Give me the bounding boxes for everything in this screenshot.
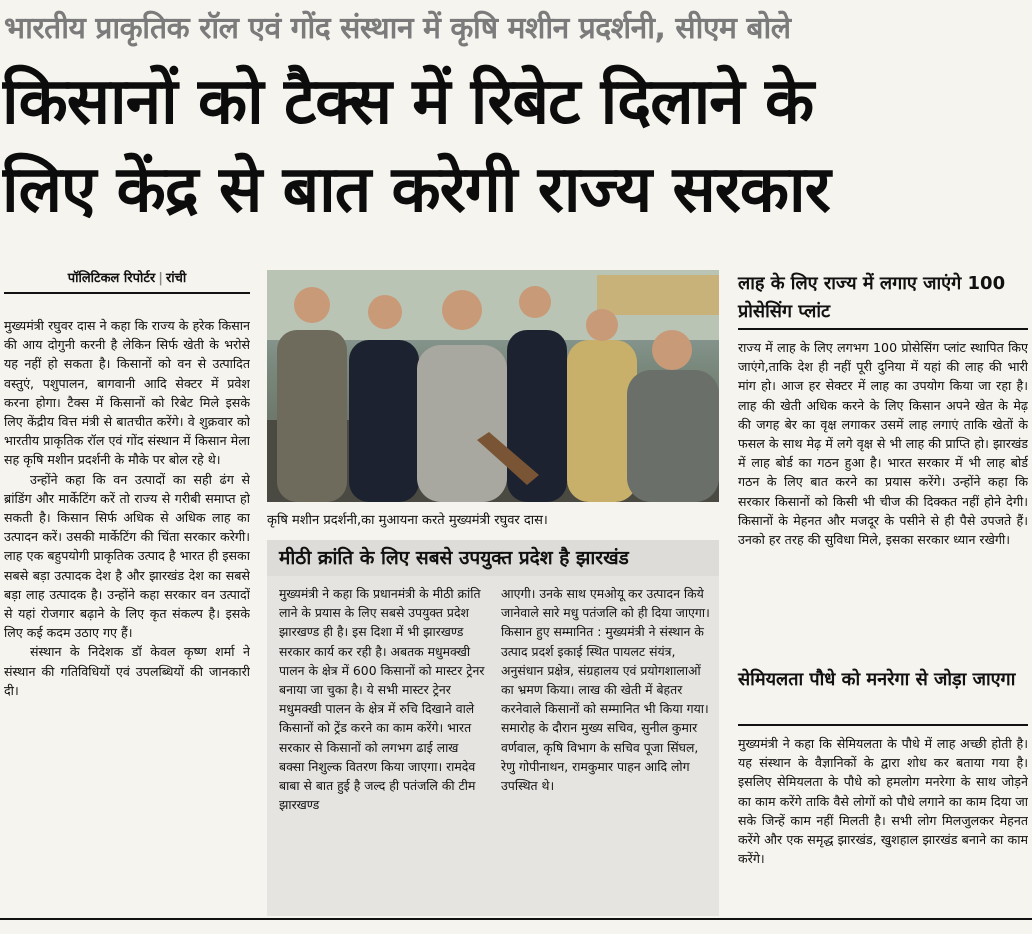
main-story-paragraph-1: मुख्यमंत्री रघुवर दास ने कहा कि राज्य के हरेक किसान की आय दोगुनी करनी है लेकिन सिर्फ खेती के भरोसे यह नहीं हो सकता है। किसानों को वन से उत्पादित वस्तुएं, पशुपालन, बागवानी आदि सेक्टर में प्रवेश करना होगा। टैक्स में किसानों को रिबेट मिले इसके लिए केंद्रीय वित्त मंत्री से बातचीत करेंगे। वे शुक्रवार को भारतीय प्राकृतिक रॉल एवं गोंद संस्थान में किसान मेला सह कृषि मशीन प्रदर्शनी के मौके पर बोल रहे थे। — [4, 318, 250, 468]
side-story-2-body: मुख्यमंत्री ने कहा कि सेमियलता के पौधे में लाह अच्छी होती है। यह संस्थान के वैज्ञानिकों के द्वारा शोध कर बताया गया है। इसलिए सेमियलता के पौधे को हमलोग मनरेगा के साथ जोड़ने का काम करेंगे ताकि वैसे लोगों को पौधे लगाने का काम दिया जा सके जिन्हें काम नहीं मिलती है। सभी लोग मिलजुलकर मेहनत करेंगे और एक समृद्ध झारखंड, खुशहाल झारखंड बनाने का काम करेंगे। — [738, 736, 1028, 867]
reporter-name: पॉलिटिकल रिपोर्टर — [67, 271, 156, 286]
main-headline — [2, 58, 1028, 234]
news-photo — [267, 270, 719, 502]
byline: पॉलिटिकल रिपोर्टर | रांची — [67, 271, 187, 286]
dateline-place: रांची — [165, 271, 187, 286]
headline-line-2: लिए केंद्र से बात करेगी राज्य सरकार — [2, 153, 830, 227]
box-column-1: मुख्यमंत्री ने कहा कि प्रधानमंत्री के मीठी क्रांति लाने के प्रयास के लिए सबसे उपयुक्त प्रदेश झारखण्ड ही है। इस दिशा में भी झारखण्ड सरकार कार्य कर रही है। अबतक मधुमक्खी पालन के क्षेत्र में 600 किसानों को मास्टर ट्रेनर बनाया जा चुका है। ये सभी मास्टर ट्रेनर मधुमक्खी पालन के क्षेत्र में रुचि दिखाने वाले किसानों को ट्रेंड करने का काम करेंगे। भारत सरकार से किसानों को लगभग ढाई लाख बक्सा निशुल्क वितरण किया जाएगा। रामदेव बाबा से बात हुई है जल्द ही पतंजलि की टीम झारखण्ड — [279, 586, 485, 813]
side-story-1-title: लाह के लिए राज्य में लगाए जाएंगे 100 प्रोसेसिंग प्लांट — [738, 273, 1006, 322]
kicker-headline: भारतीय प्राकृतिक रॉल एवं गोंद संस्थान में कृषि मशीन प्रदर्शनी, सीएम बोले — [4, 11, 791, 46]
page-bottom-rule — [0, 918, 1032, 920]
box-heading: मीठी क्रांति के लिए सबसे उपयुक्त प्रदेश है झारखंड — [267, 540, 719, 576]
side-story-1-body: राज्य में लाह के लिए लगभग 100 प्रोसेसिंग प्लांट स्थापित किए जाएंगे,ताकि देश ही नहीं पूरी दुनिया में यहां की लाह की भारी मांग हो। आज हर सेक्टर में लाह का उपयोग किया जा रहा है। लाह की खेती अधिक करने के लिए किसान अपने खेत के मेढ़ की जगह बेर का वृक्ष लगाकर उसमें लाह लगाएं ताकि खेतों के फसल के साथ मेढ़ में लगे वृक्ष से भी लाह की प्राप्ति हो। झारखंड में लाह बोर्ड का गठन हुआ है। भारत सरकार में भी लाह बोर्ड गठन के लिए बात करने का प्रयास करेंगे। उन्होंने कहा कि सरकार किसानों को किसी भी चीज की दिक्कत नहीं होने देगी। किसानों के मेहनत और मजदूर के पसीने से ही पैसे उपजते हैं। उनको हर तरह की सुविधा मिले, इसका सरकार ध्यान रखेगी। — [738, 340, 1028, 548]
box-column-2: आएगी। उनके साथ एमओयू कर उत्पादन किये जानेवाले सारे मधु पतंजलि को ही दिया जाएगा। किसान हुए सम्मानित : मुख्यमंत्री ने संस्थान के उत्पाद प्रदर्श इकाई स्थित पायलट संयंत्र, अनुसंधान प्रक्षेत्र, संग्रहालय एवं प्रयोगशालाओं का भ्रमण किया। लाख की खेती में बेहतर करनेवाले किसानों को सम्मानित भी किया गया। समारोह के दौरान मुख्य सचिव, सुनील कुमार वर्णवाल, कृषि विभाग के सचिव पूजा सिंघल, रेणु गोपीनाथन, रामकुमार पाहन आदि लोग उपस्थित थे। — [501, 586, 710, 794]
side-story-1-rule — [738, 328, 1028, 330]
side-story-2-title: सेमियलता पौधे को मनरेगा से जोड़ा जाएगा — [738, 669, 1016, 690]
byline-rule — [4, 292, 250, 294]
photo-caption: कृषि मशीन प्रदर्शनी,का मुआयना करते मुख्यमंत्री रघुवर दास। — [267, 513, 548, 528]
headline-line-1: किसानों को टैक्स में रिबेट दिलाने के — [2, 65, 814, 139]
main-story-column — [4, 316, 250, 916]
main-story-paragraph-3: संस्थान के निदेशक डॉ केवल कृष्ण शर्मा ने संस्थान की गतिविधियों एवं उपलब्धियों की जानकारी दी। — [4, 644, 250, 698]
main-story-paragraph-2: उन्होंने कहा कि वन उत्पादों का सही ढंग से ब्रांडिंग और मार्केटिंग करें तो राज्य से गरीबी समाप्त हो सकती है। किसान सिर्फ अधिक से अधिक लाह का उत्पादन करें। उसकी मार्केटिंग की चिंता सरकार करेगी। लाह एक बहुपयोगी प्राकृतिक उत्पाद है भारत ही इसका सबसे बड़ा उत्पादक देश है और झारखंड देश का सबसे बड़ा लाह उत्पादक है। उन्होंने कहा सरकार वन उत्पादों से यहां रोजगार बढ़ाने के लिए कृत संकल्प है। इसके लिए कई कदम उठाए गए हैं। — [4, 471, 250, 641]
photo-illustration — [267, 270, 719, 502]
sidebar-box — [267, 576, 719, 916]
side-story-2-rule — [738, 724, 1028, 726]
